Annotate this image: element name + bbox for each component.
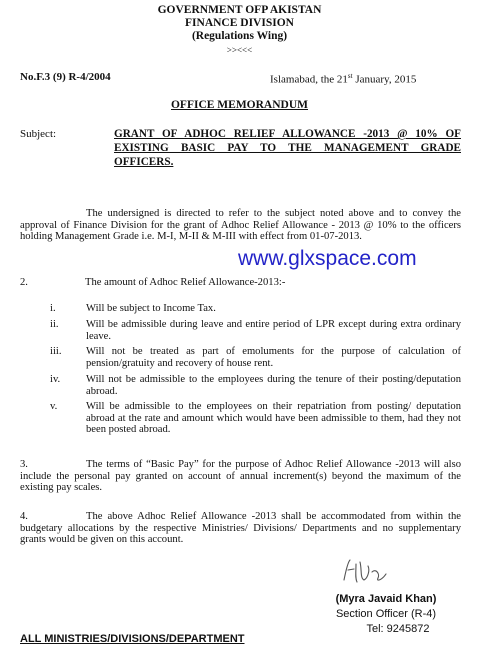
paragraph-2-number: 2. (20, 277, 28, 288)
list-item-number: i. (50, 303, 56, 314)
memo-date: Islamabad, the 21st January, 2015 (270, 72, 417, 86)
paragraph-1: The undersigned is directed to refer to the subject noted above and to convey the approval of Finance Division for the grant of Adhoc Relief Allowance - 2013 @ 10% to the officers holding Management Grade i.e. M-I, M-II & M-III with effect from 01-07-2013. (20, 208, 461, 243)
list-item-text: Will be admissible to the employees on their repatriation from posting/ deputation abroad at the rate and amount which would have been admissible to them, had they not been posted abroad. (86, 401, 461, 436)
signatory-designation: Section Officer (R-4) (335, 608, 437, 620)
list-item-number: iii. (50, 346, 62, 357)
list-item-number: ii. (50, 319, 59, 330)
header-separator: >><<< (226, 45, 253, 55)
list-item-text: Will not be treated as part of emoluments for the purpose of calculation of pension/gratuity and recovery of house rent. (86, 346, 461, 369)
header-government: GOVERNMENT OFP AKISTAN (157, 4, 322, 16)
memo-title: OFFICE MEMORANDUM (170, 99, 309, 111)
list-item-text: Will be subject to Income Tax. (86, 303, 216, 314)
paragraph-2-text: The amount of Adhoc Relief Allowance-2013:- (85, 277, 286, 288)
header-division: FINANCE DIVISION (185, 17, 294, 29)
signatory-block (320, 592, 452, 637)
signatory-name: (Myra Javaid Khan) (335, 593, 437, 605)
paragraph-4: 4. The above Adhoc Relief Allowance -2013 shall be accommodated from within the budgetary allocations by the respective Ministries/ Divisions/ Departments and no supplementary grants would be given on this account. (20, 511, 461, 546)
distribution-footer: ALL MINISTRIES/DIVISIONS/DEPARTMENT (20, 633, 245, 645)
list-item-number: iv. (50, 374, 61, 385)
subject-label: Subject: (20, 128, 57, 140)
reference-number: No.F.3 (9) R-4/2004 (20, 71, 111, 83)
list-item-text: Will be admissible during leave and entire period of LPR except during extra ordinary leave. (86, 319, 461, 342)
watermark-text: www.glxspace.com (238, 247, 417, 270)
list-item-number: v. (50, 401, 58, 412)
signatory-telephone: Tel: 9245872 (366, 623, 430, 635)
list-item-text: Will not be admissible to the employees during the tenure of their posting/deputation abroad. (86, 374, 461, 397)
handwritten-signature (338, 556, 398, 588)
subject-text: GRANT OF ADHOC RELIEF ALLOWANCE -2013 @ 10% OF EXISTING BASIC PAY TO THE MANAGEMENT GRADE OFFICERS. (114, 128, 461, 168)
header-wing: (Regulations Wing) (191, 30, 288, 42)
paragraph-3: 3. The terms of “Basic Pay” for the purpose of Adhoc Relief Allowance -2013 will also include the personal pay granted on account of annual increment(s) beyond the maximum of the existing pay scales. (20, 459, 461, 494)
